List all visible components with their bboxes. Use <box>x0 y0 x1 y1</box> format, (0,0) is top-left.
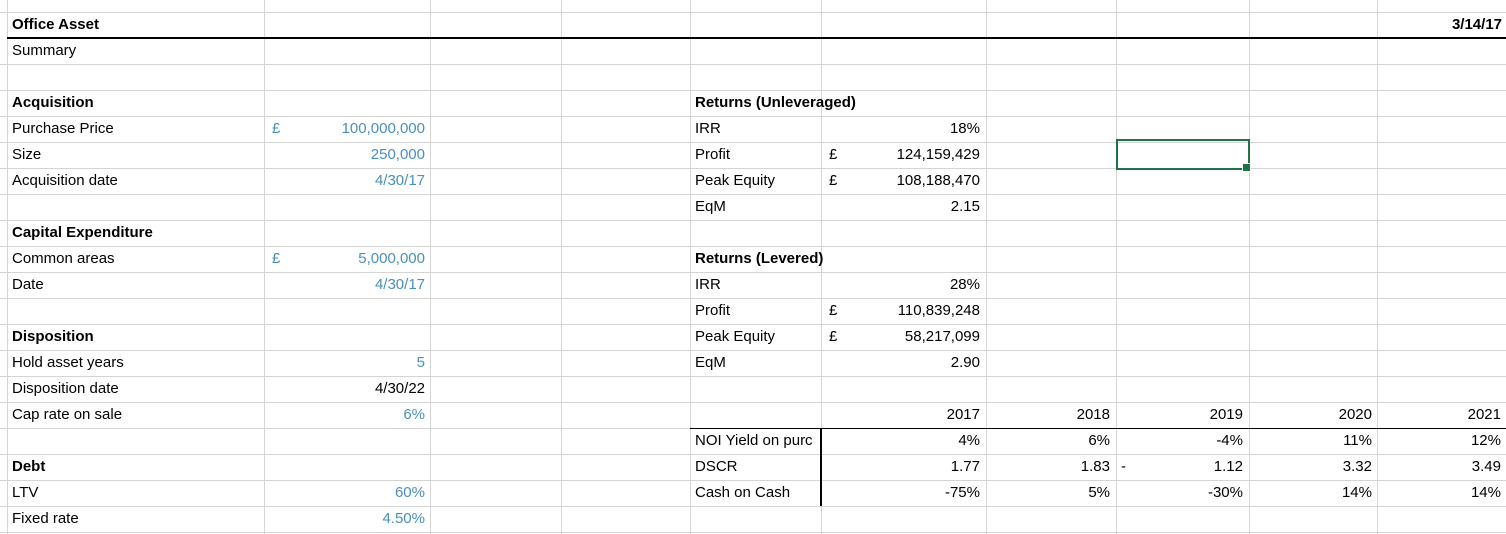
gridline <box>0 532 1506 533</box>
year-header-2017[interactable]: 2017 <box>946 406 980 423</box>
acquisition-heading[interactable]: Acquisition <box>12 94 94 111</box>
sheet-date[interactable]: 3/14/17 <box>1451 16 1502 33</box>
dscr-2017[interactable]: 1.77 <box>950 458 980 475</box>
levered-eqm-value[interactable]: 2.90 <box>950 354 980 371</box>
capex-date-value[interactable]: 4/30/17 <box>374 276 425 293</box>
dscr-2021[interactable]: 3.49 <box>1471 458 1501 475</box>
unlevered-irr-label[interactable]: IRR <box>695 120 721 137</box>
common-areas-value[interactable]: 5,000,000 <box>358 250 425 267</box>
levered-profit-label[interactable]: Profit <box>695 302 731 319</box>
cap-rate-value[interactable]: 6% <box>403 406 425 423</box>
debt-heading[interactable]: Debt <box>12 458 46 475</box>
levered-eqm-label[interactable]: EqM <box>695 354 726 371</box>
dscr-dash: - <box>1121 458 1126 475</box>
hold-years-label[interactable]: Hold asset years <box>12 354 124 371</box>
year-header-2018[interactable]: 2018 <box>1076 406 1110 423</box>
unlevered-peak-equity-value[interactable]: 108,188,470 <box>896 172 980 189</box>
cash-on-cash-2018[interactable]: 5% <box>1088 484 1110 501</box>
purchase-price-value[interactable]: 100,000,000 <box>341 120 425 137</box>
size-value[interactable]: 250,000 <box>370 146 425 163</box>
cap-rate-label[interactable]: Cap rate on sale <box>12 406 123 423</box>
ltv-label[interactable]: LTV <box>12 484 39 501</box>
ltv-value[interactable]: 60% <box>394 484 425 501</box>
levered-profit-currency: £ <box>829 302 838 319</box>
year-header-2020[interactable]: 2020 <box>1338 406 1372 423</box>
unlevered-profit-label[interactable]: Profit <box>695 146 731 163</box>
purchase-price-currency: £ <box>272 120 281 137</box>
unlevered-profit-value[interactable]: 124,159,429 <box>896 146 980 163</box>
noi-yield-label[interactable]: NOI Yield on purc <box>695 432 813 449</box>
unlevered-peak-equity-label[interactable]: Peak Equity <box>695 172 776 189</box>
dscr-2020[interactable]: 3.32 <box>1342 458 1372 475</box>
noi-yield-2019[interactable]: -4% <box>1216 432 1243 449</box>
purchase-price-label[interactable]: Purchase Price <box>12 120 114 137</box>
noi-yield-2021[interactable]: 12% <box>1470 432 1501 449</box>
levered-irr-label[interactable]: IRR <box>695 276 721 293</box>
capex-date-label[interactable]: Date <box>12 276 44 293</box>
unlevered-peak-equity-currency: £ <box>829 172 838 189</box>
sheet-title[interactable]: Office Asset <box>12 16 99 33</box>
common-areas-label[interactable]: Common areas <box>12 250 115 267</box>
fixed-rate-value[interactable]: 4.50% <box>382 510 425 527</box>
unlevered-eqm-value[interactable]: 2.15 <box>950 198 980 215</box>
sheet-subtitle[interactable]: Summary <box>12 42 77 59</box>
unlevered-profit-currency: £ <box>829 146 838 163</box>
dscr-2018[interactable]: 1.83 <box>1080 458 1110 475</box>
cash-on-cash-2020[interactable]: 14% <box>1341 484 1372 501</box>
unlevered-irr-value[interactable]: 18% <box>949 120 980 137</box>
levered-irr-value[interactable]: 28% <box>949 276 980 293</box>
dscr-label[interactable]: DSCR <box>695 458 738 475</box>
acquisition-date-value[interactable]: 4/30/17 <box>374 172 425 189</box>
cash-on-cash-2021[interactable]: 14% <box>1470 484 1501 501</box>
year-header-2019[interactable]: 2019 <box>1209 406 1243 423</box>
dscr-2019[interactable]: 1.12 <box>1213 458 1243 475</box>
levered-peak-equity-value[interactable]: 58,217,099 <box>904 328 980 345</box>
levered-peak-equity-label[interactable]: Peak Equity <box>695 328 776 345</box>
noi-yield-2018[interactable]: 6% <box>1088 432 1110 449</box>
noi-yield-2020[interactable]: 11% <box>1343 432 1372 449</box>
acquisition-date-label[interactable]: Acquisition date <box>12 172 118 189</box>
disposition-date-label[interactable]: Disposition date <box>12 380 119 397</box>
size-label[interactable]: Size <box>12 146 42 163</box>
noi-yield-2017[interactable]: 4% <box>958 432 980 449</box>
cash-on-cash-2017[interactable]: -75% <box>944 484 980 501</box>
year-header-2021[interactable]: 2021 <box>1467 406 1501 423</box>
capex-heading[interactable]: Capital Expenditure <box>12 224 153 241</box>
unlevered-eqm-label[interactable]: EqM <box>695 198 726 215</box>
gridline <box>0 64 1506 65</box>
disposition-date-value[interactable]: 4/30/22 <box>374 380 425 397</box>
returns-unlevered-heading[interactable]: Returns (Unleveraged) <box>695 94 856 111</box>
levered-peak-equity-currency: £ <box>829 328 838 345</box>
fill-handle[interactable] <box>1242 163 1251 172</box>
cash-on-cash-label[interactable]: Cash on Cash <box>695 484 791 501</box>
active-cell-selection[interactable] <box>1116 139 1250 170</box>
disposition-heading[interactable]: Disposition <box>12 328 94 345</box>
metrics-left-rule <box>820 428 822 506</box>
fixed-rate-label[interactable]: Fixed rate <box>12 510 79 527</box>
hold-years-value[interactable]: 5 <box>416 354 425 371</box>
levered-profit-value[interactable]: 110,839,248 <box>897 302 980 319</box>
common-areas-currency: £ <box>272 250 281 267</box>
cash-on-cash-2019[interactable]: -30% <box>1207 484 1243 501</box>
returns-levered-heading[interactable]: Returns (Levered) <box>695 250 824 267</box>
